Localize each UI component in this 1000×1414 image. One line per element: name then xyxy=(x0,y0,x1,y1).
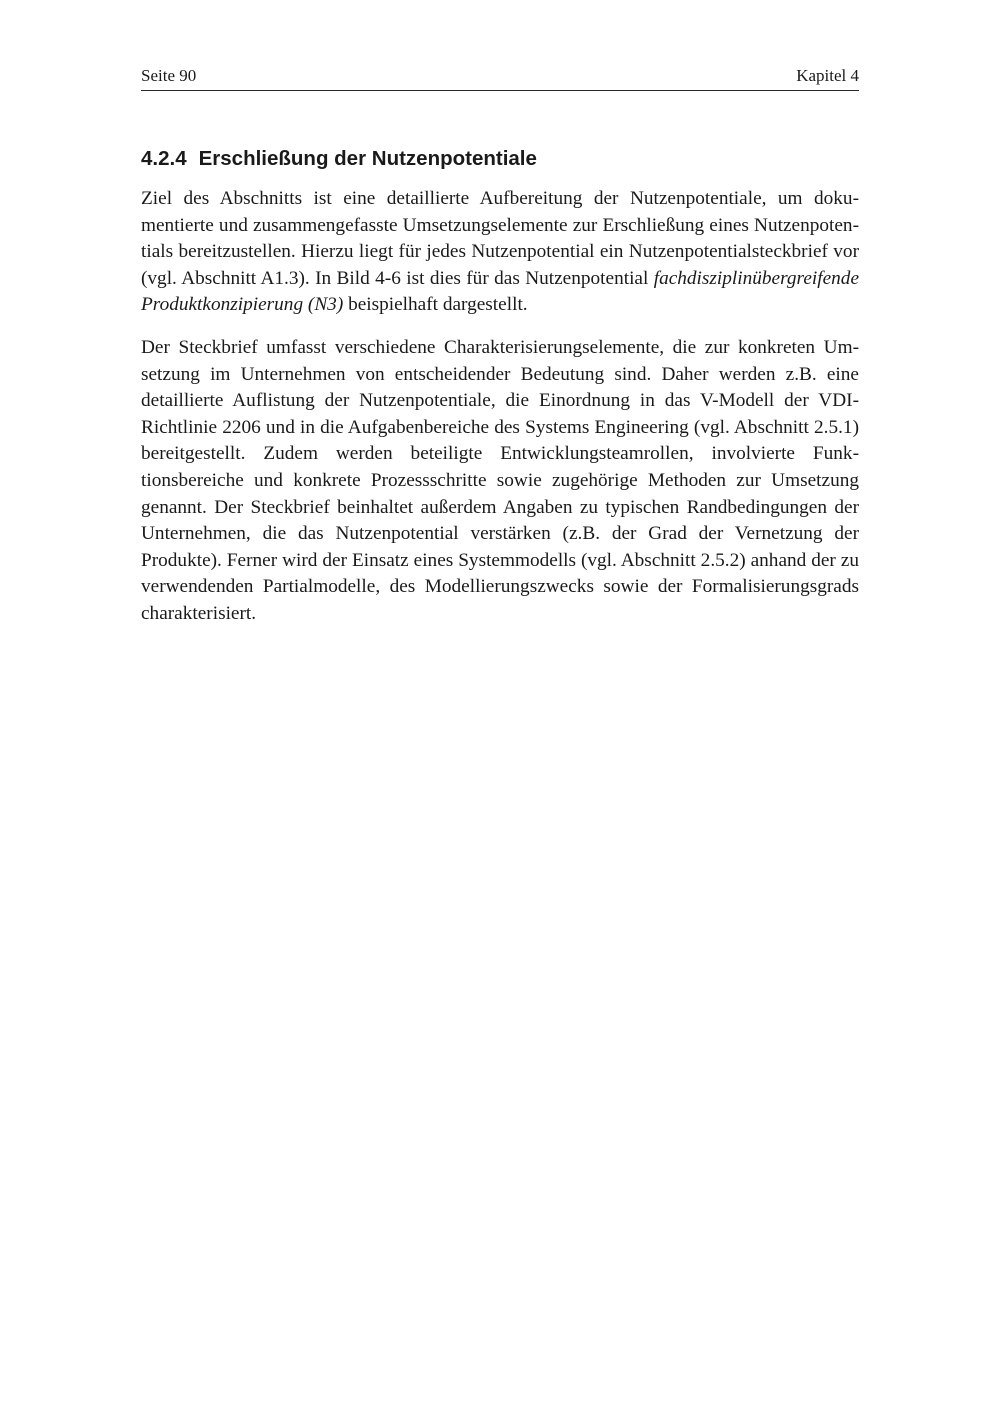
section-number: 4.2.4 xyxy=(141,147,187,170)
paragraph-1 xyxy=(141,186,859,319)
page-number: Seite 90 xyxy=(141,66,197,85)
section-heading xyxy=(141,145,859,173)
paragraph-1-text-a: Ziel des Abschnitts ist eine detaillierte Aufbereitung der Nutzenpotentiale, um dokumentierte und zusammengefasste Umsetzungselemente zur Erschließung eines Nutzenpotentials bereitzustellen. Hierzu liegt für jedes Nutzenpotential ein Nutzenpotentialsteckbrief vor (vgl. Abschnitt A1.3). In Bild 4-6 ist dies für das Nutzenpotential xyxy=(141,188,859,289)
chapter-label: Kapitel 4 xyxy=(796,66,859,85)
running-header xyxy=(141,66,859,91)
section-title: Erschließung der Nutzenpotentiale xyxy=(198,147,537,170)
paragraph-1-emphasis: fachdisziplinübergreifende Produktkonzipierung (N3) xyxy=(141,267,859,316)
paragraph-1-text-b: beispielhaft dargestellt. xyxy=(343,294,528,316)
paragraph-2: Der Steckbrief umfasst verschiedene Charakterisierungselemente, die zur konkreten Umsetzung im Unternehmen von entscheidender Bedeutung sind. Daher werden z.B. eine detaillierte Auflistung der Nutzenpotentiale, die Einordnung in das V-Modell der VDI-Richtlinie 2206 und in die Aufgabenbereiche des Systems Engineering (vgl. Abschnitt 2.5.1) bereitgestellt. Zudem werden beteiligte Entwicklungsteamrollen, involvierte Funktionsbereiche und konkrete Prozessschritte sowie zugehörige Methoden zur Umsetzung genannt. Der Steckbrief beinhaltet außerdem Angaben zu typischen Randbedingungen der Unternehmen, die das Nutzenpotential verstärken (z.B. der Grad der Vernetzung der Produkte). Ferner wird der Einsatz eines Systemmodells (vgl. Abschnitt 2.5.2) anhand der zu verwendenden Partialmodelle, des Modellierungszwecks sowie der Formalisierungsgrads charakterisiert. xyxy=(141,337,859,624)
